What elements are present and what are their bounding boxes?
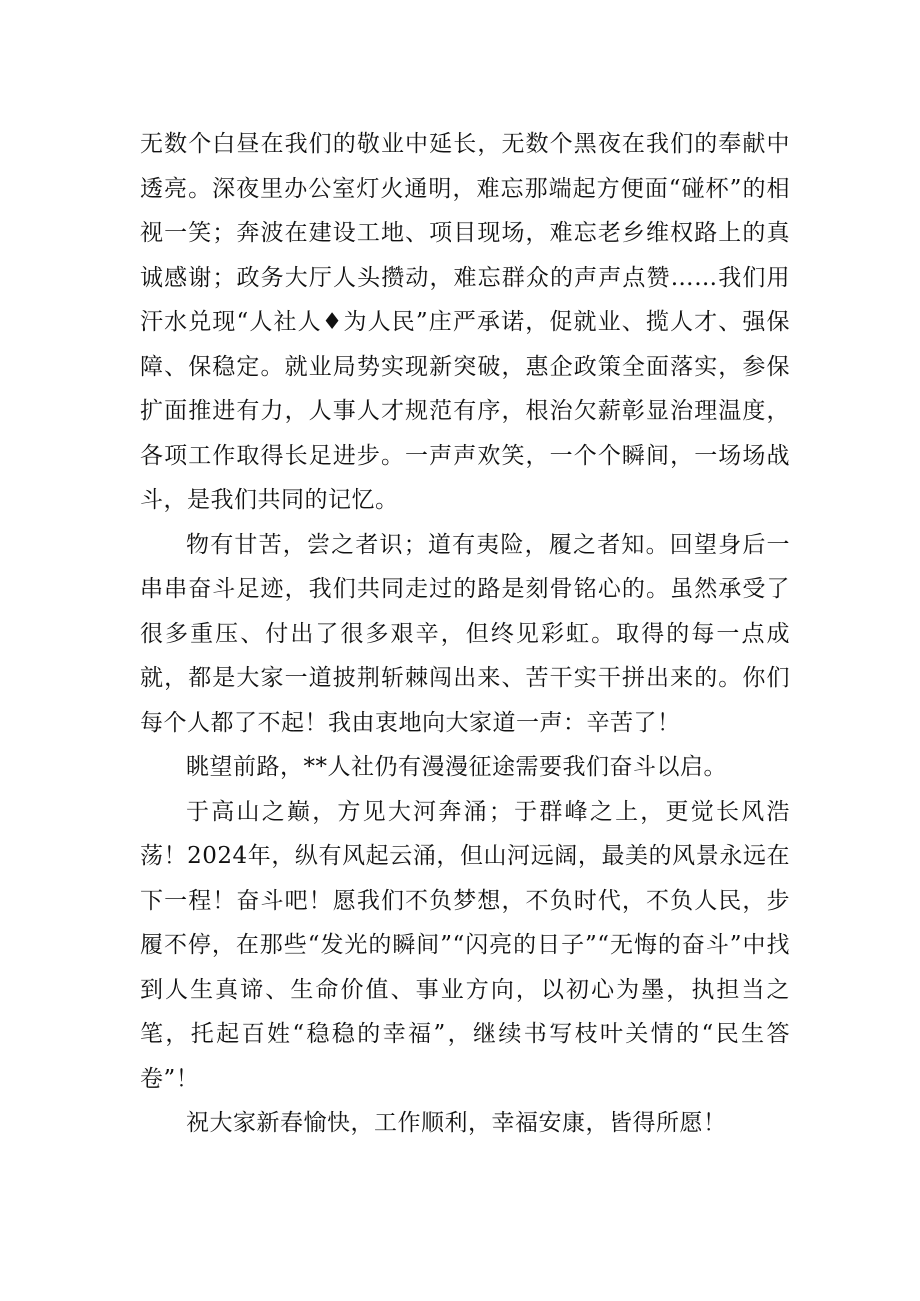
document-body	[140, 122, 790, 1146]
paragraph-5: 祝大家新春愉快，工作顺利，幸福安康，皆得所愿！	[186, 1110, 727, 1136]
paragraph-1: 无数个白昼在我们的敬业中延长，无数个黑夜在我们的奉献中透亮。深夜里办公室灯火通明，难忘那端起方便面“碰杯”的相视一笑；奔波在建设工地、项目现场，难忘老乡维权路上的真诚感谢；政务大厅人头攒动，难忘群众的声声点赞……我们用汗水兑现“人社人♦为人民”庄严承诺，促就业、揽人才、强保障、保稳定。就业局势实现新突破，惠企政策全面落实，参保扩面推进有力，人事人才规范有序，根治欠薪彰显治理温度，各项工作取得长足进步。一声声欢笑，一个个瞬间，一场场战斗，是我们共同的记忆。	[140, 131, 790, 513]
paragraph-2: 物有甘苦，尝之者识；道有夷险，履之者知。回望身后一串串奋斗足迹，我们共同走过的路是刻骨铭心的。虽然承受了很多重压、付出了很多艰辛，但终见彩虹。取得的每一点成就，都是大家一道披荆斩棘闯出来、苦干实干拼出来的。你们每个人都了不起！我由衷地向大家道一声：辛苦了！	[140, 531, 790, 736]
paragraph-3: 眺望前路，**人社仍有漫漫征途需要我们奋斗以启。	[186, 754, 727, 780]
paragraph-4: 于高山之巅，方见大河奔涌；于群峰之上，更觉长风浩荡！2024年，纵有风起云涌，但山河远阔，最美的风景永远在下一程！奋斗吧！愿我们不负梦想，不负时代，不负人民，步履不停，在那些“发光的瞬间”“闪亮的日子”“无悔的奋斗”中找到人生真谛、生命价值、事业方向，以初心为墨，执担当之笔，托起百姓“稳稳的幸福”，继续书写枝叶关情的“民生答卷”！	[140, 798, 790, 1092]
